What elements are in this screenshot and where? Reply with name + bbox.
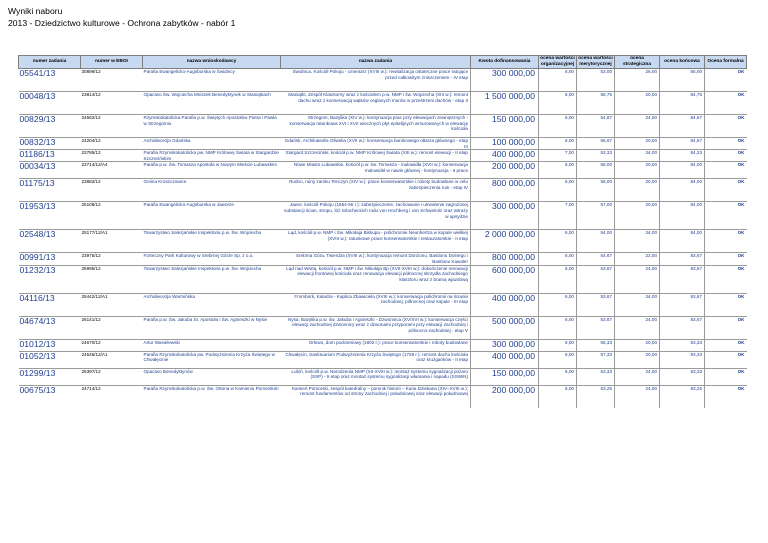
cell-wnioskodawca: Archidiecezja Warmińska bbox=[143, 293, 281, 316]
cell-kwota: 400 000,00 bbox=[471, 150, 539, 162]
col-header-form: Ocena formalna bbox=[705, 56, 747, 69]
cell-zadanie: Rudno, ruiny zamku Tenczyn (XIV w.): prace konserwatorskie i roboty budowlane w celu zabezpieczenia ruin - etap IV bbox=[281, 179, 471, 202]
cell-numer: 00034/13 bbox=[19, 162, 81, 179]
results-table bbox=[18, 55, 747, 408]
cell-str: 20,00 bbox=[615, 339, 660, 351]
cell-form: OK bbox=[705, 162, 747, 179]
cell-kwota: 200 000,00 bbox=[471, 385, 539, 408]
table-row bbox=[19, 162, 747, 179]
cell-kon: 83,67 bbox=[660, 316, 705, 339]
cell-ebo: 23882/12 bbox=[81, 179, 143, 202]
table-row bbox=[19, 385, 747, 408]
cell-zadanie: Kamień Pomorski, zespół katedralny – pomnik historii – Kuria Dziekana (XIV–XVIII w.): remont fundamentów od strony zachodniej i południowej oraz elewacji południowej bbox=[281, 385, 471, 408]
cell-zadanie: Strzegom, Bazylika (XIV w.): kontynuacja prac przy elewacjach zewnętrznych - konserwacja ratunkowa XVI i XVII wiecznych płyt epitafijnych wmurowanych w elewację kościoła bbox=[281, 115, 471, 138]
cell-kwota: 300 000,00 bbox=[471, 202, 539, 230]
cell-zadanie: Stargard Szczeciński, kościół p.w. NMP Królowej Świata (XIII w.): remont elewacji - II etap bbox=[281, 150, 471, 162]
cell-wnioskodawca: Opactwo Św. Wojciecha Mniszek Benedyktynek w Staniątkach bbox=[143, 92, 281, 115]
cell-mer: 54,67 bbox=[577, 115, 615, 138]
cell-kon: 83,33 bbox=[660, 368, 705, 385]
cell-mer: 53,00 bbox=[577, 69, 615, 92]
cell-numer: 01186/13 bbox=[19, 150, 81, 162]
cell-org: 6,00 bbox=[539, 293, 577, 316]
col-header-numer: numer zadania bbox=[19, 56, 81, 69]
cell-org: 6,00 bbox=[539, 115, 577, 138]
cell-ebo: 25995/12 bbox=[81, 265, 143, 293]
cell-zadanie: Nowe Miasto Lubawskie, kościół p.w. św. Tomasza - malowidła (XVII w.): konserwacja malowideł w nawie głównej - kontynuacja - II prace bbox=[281, 162, 471, 179]
cell-kwota: 400 000,00 bbox=[471, 351, 539, 368]
cell-mer: 53,67 bbox=[577, 293, 615, 316]
cell-zadanie: Srebrna Góra, Twierdza (XVIII w.): kontynuacja remont Donżonu, Bastionu Dolnego i Bastionu Kawaler bbox=[281, 253, 471, 265]
cell-kon: 85,00 bbox=[660, 69, 705, 92]
cell-numer: 01012/13 bbox=[19, 339, 81, 351]
cell-form: OK bbox=[705, 368, 747, 385]
cell-wnioskodawca: Gmina Kroszczowice bbox=[143, 179, 281, 202]
col-header-wnioskodawca: nazwa wnioskodawcy bbox=[143, 56, 281, 69]
cell-ebo: 26141/12 bbox=[81, 316, 143, 339]
cell-kwota: 600 000,00 bbox=[471, 265, 539, 293]
cell-str: 24,00 bbox=[615, 230, 660, 253]
cell-form: OK bbox=[705, 150, 747, 162]
cell-wnioskodawca: Towarzystwo Salezjańskie Inspektoria p.w. Św. Wojciecha bbox=[143, 230, 281, 253]
cell-kon: 84,67 bbox=[660, 138, 705, 150]
cell-ebo: 24562/12 bbox=[81, 115, 143, 138]
cell-numer: 00048/13 bbox=[19, 92, 81, 115]
cell-str: 20,00 bbox=[615, 138, 660, 150]
cell-str: 20,00 bbox=[615, 92, 660, 115]
table-row bbox=[19, 202, 747, 230]
cell-form: OK bbox=[705, 179, 747, 202]
cell-org: 6,00 bbox=[539, 385, 577, 408]
col-header-mer: ocena wartości merytorycznej bbox=[578, 56, 613, 67]
cell-kwota: 800 000,00 bbox=[471, 253, 539, 265]
cell-ebo: 30899/12 bbox=[81, 69, 143, 92]
cell-numer: 01232/13 bbox=[19, 265, 81, 293]
cell-zadanie: Staniątki, Zespół Klasztorny wraz z kościołem p.w. NMP i św. Wojciecha (XIII w.): remont dachu wraz z konserwacją wątków ceglanych murów w przestrzeni dachów - etap II bbox=[281, 92, 471, 115]
cell-kwota: 1 500 000,00 bbox=[471, 92, 539, 115]
cell-ebo: 23975/12 bbox=[81, 253, 143, 265]
cell-mer: 58,00 bbox=[577, 162, 615, 179]
cell-numer: 05541/13 bbox=[19, 69, 81, 92]
cell-mer: 57,00 bbox=[577, 202, 615, 230]
cell-kon: 84,00 bbox=[660, 230, 705, 253]
table-row bbox=[19, 368, 747, 385]
cell-org: 6,00 bbox=[539, 162, 577, 179]
cell-ebo: 23785/12 bbox=[81, 150, 143, 162]
cell-wnioskodawca: Archidiecezja Gdańska bbox=[143, 138, 281, 150]
cell-org: 6,00 bbox=[539, 368, 577, 385]
cell-kwota: 150 000,00 bbox=[471, 368, 539, 385]
col-header-str: ocena strategiczna bbox=[615, 56, 660, 69]
cell-kon: 84,67 bbox=[660, 115, 705, 138]
col-header-kwota: Kwota dofinansowania bbox=[471, 56, 539, 69]
cell-zadanie: Frombork, Katedra - Kaplica Zbawiciela (XVIII w.): konserwacja polichromii na ścianie zachodniej, północnej oraz kopule - III etap bbox=[281, 293, 471, 316]
cell-kon: 83,67 bbox=[660, 265, 705, 293]
cell-zadanie: Ląd, kościół p.w. NMP i Św. Mikołaja Biskupa - polichromie Neunhertza w kopule wielkiej (XVIII w.): ratunkowe prace konserwatorskie i restauratorskie - II etap bbox=[281, 230, 471, 253]
cell-wnioskodawca: Parafia Rzymskokatolicka pw. NMP Królowej Świata w Stargardzie Szczecińskim bbox=[143, 150, 279, 161]
cell-numer: 01299/13 bbox=[19, 368, 81, 385]
table-row bbox=[19, 339, 747, 351]
table-row bbox=[19, 293, 747, 316]
cell-str: 20,00 bbox=[615, 179, 660, 202]
cell-wnioskodawca: Artur Wasielewski bbox=[143, 339, 281, 351]
cell-form: OK bbox=[705, 202, 747, 230]
cell-org: 7,00 bbox=[539, 202, 577, 230]
cell-org: 7,00 bbox=[539, 150, 577, 162]
cell-kon: 83,33 bbox=[660, 351, 705, 368]
cell-zadanie: Świdnica, Kościół Pokoju - cmentarz (XVIII w.): rewitalizacja ostateczne prace ratujące przed całkowitym zniszczeniem - IV etap bbox=[281, 69, 471, 92]
cell-form: OK bbox=[705, 265, 747, 293]
cell-str: 20,00 bbox=[615, 351, 660, 368]
cell-mer: 56,67 bbox=[577, 138, 615, 150]
cell-numer: 02548/13 bbox=[19, 230, 81, 253]
cell-org: 6,00 bbox=[539, 69, 577, 92]
cell-kon: 83,67 bbox=[660, 253, 705, 265]
cell-kon: 83,67 bbox=[660, 293, 705, 316]
table-row bbox=[19, 150, 747, 162]
cell-zadanie: Nysa, Bazylika p.w. św. Jakuba i Agnieszki - Dzwonnica (XV/XVI w.): konserwacja części elewacji zachodniej dzwonnicy wraz z dzwonami przyporami przy elewacji zachodniej i północno-zachodniej - etap V bbox=[281, 316, 471, 339]
cell-str: 24,00 bbox=[615, 385, 660, 408]
cell-str: 24,00 bbox=[615, 368, 660, 385]
table-row bbox=[19, 92, 747, 115]
cell-ebo: 23814/12 bbox=[81, 92, 143, 115]
col-header-org: ocena wartości organizacyjnej bbox=[540, 56, 575, 67]
cell-str: 24,00 bbox=[615, 316, 660, 339]
cell-form: OK bbox=[705, 230, 747, 253]
cell-kwota: 300 000,00 bbox=[471, 339, 539, 351]
cell-mer: 53,67 bbox=[577, 316, 615, 339]
cell-form: OK bbox=[705, 138, 747, 150]
cell-kwota: 300 000,00 bbox=[471, 69, 539, 92]
col-header-zadanie: nazwa zadania bbox=[281, 56, 471, 69]
cell-str: 23,00 bbox=[615, 253, 660, 265]
cell-wnioskodawca: Rzymskokatolicka Parafia p.w. Świętych Apostołów Piotra i Pawła w Strzegomiu bbox=[143, 115, 281, 138]
cell-mer: 53,25 bbox=[577, 385, 615, 408]
cell-form: OK bbox=[705, 115, 747, 138]
cell-ebo: 25442/12/A1 bbox=[81, 293, 143, 316]
cell-kwota: 2 000 000,00 bbox=[471, 230, 539, 253]
cell-wnioskodawca: Parafia p.w. Św. Tomasza Apostoła w Nowym Mieście Lubawskim bbox=[143, 162, 281, 179]
cell-mer: 53,33 bbox=[577, 150, 615, 162]
cell-str: 24,00 bbox=[615, 150, 660, 162]
cell-org: 6,00 bbox=[539, 253, 577, 265]
cell-zadanie: Chwałęcin, Sanktuarium Podwyższenia Krzyża Świętego (1728 r.): remont dachu kościoła oraz krużganków - II etap bbox=[281, 351, 471, 368]
table-row bbox=[19, 138, 747, 150]
cell-mer: 53,67 bbox=[577, 265, 615, 293]
cell-numer: 00675/13 bbox=[19, 385, 81, 408]
cell-mer: 54,00 bbox=[577, 230, 615, 253]
cell-form: OK bbox=[705, 351, 747, 368]
cell-form: OK bbox=[705, 253, 747, 265]
cell-numer: 04674/13 bbox=[19, 316, 81, 339]
cell-org: 6,00 bbox=[539, 92, 577, 115]
cell-numer: 00991/13 bbox=[19, 253, 81, 265]
table-row bbox=[19, 230, 747, 253]
cell-ebo: 25397/12 bbox=[81, 368, 143, 385]
cell-form: OK bbox=[705, 92, 747, 115]
cell-mer: 54,67 bbox=[577, 253, 615, 265]
cell-form: OK bbox=[705, 339, 747, 351]
cell-wnioskodawca: Forteczny Park Kulturowy w Srebrnej Górze Sp. z o.o. bbox=[143, 253, 281, 265]
cell-kon: 84,00 bbox=[660, 179, 705, 202]
cell-form: OK bbox=[705, 385, 747, 408]
cell-str: 24,00 bbox=[615, 115, 660, 138]
table-row bbox=[19, 265, 747, 293]
cell-zadanie: Jawor, kościół Pokoju (1654-55 r.): zabezpieczenie, zachowanie i utrwalenie zagrożonej substancji ścian, stropu, lóż szlacheckich rodu von Hochberg i von Schweinitz oraz witraży w apsydzie bbox=[281, 202, 471, 230]
table-header-row bbox=[19, 56, 747, 69]
cell-zadanie: Orłowo, dom podcieniowy (1802 r.): prace konserwatorskie i roboty budowlane bbox=[281, 339, 471, 351]
cell-wnioskodawca: Parafia Ewangelicko-Augsburska w Świdnicy bbox=[143, 69, 281, 92]
cell-mer: 53,33 bbox=[577, 368, 615, 385]
cell-org: 6,00 bbox=[539, 230, 577, 253]
cell-zadanie: Ląd nad Wartą, kościół p.w. NMP i św. Mikołaja Bp (XVII-XVIII w.): dokończenie renowacji elewacji frontowej kościoła oraz renowacja elewacji północnej skrzydła zachodniego klasztoru wraz z bramą wjazdową bbox=[281, 265, 471, 293]
table-row bbox=[19, 179, 747, 202]
table-row bbox=[19, 351, 747, 368]
cell-str: 24,00 bbox=[615, 293, 660, 316]
table-row bbox=[19, 69, 747, 92]
cell-wnioskodawca: Opactwo Benedyktynów bbox=[143, 368, 281, 385]
cell-str: 20,00 bbox=[615, 162, 660, 179]
cell-kwota: 150 000,00 bbox=[471, 115, 539, 138]
col-header-kon: ocena końcowa bbox=[660, 56, 705, 69]
cell-org: 6,00 bbox=[539, 316, 577, 339]
cell-mer: 58,00 bbox=[577, 179, 615, 202]
cell-kwota: 800 000,00 bbox=[471, 179, 539, 202]
cell-numer: 01052/13 bbox=[19, 351, 81, 368]
cell-wnioskodawca: Towarzystwo Salezjańskie Inspektoria p.w. Św. Wojciecha bbox=[143, 265, 281, 293]
cell-wnioskodawca: Parafia p.w. Św. Jakuba St. Apostoła i Św. Agnieszki w Nysie bbox=[143, 316, 281, 339]
cell-wnioskodawca: Parafia Rzymskokatolicka pw. Podwyższenia Krzyża Świętego w Chwałęcinie bbox=[143, 351, 281, 368]
cell-kwota: 500 000,00 bbox=[471, 316, 539, 339]
cell-ebo: 25108/12 bbox=[81, 202, 143, 230]
cell-mer: 57,33 bbox=[577, 351, 615, 368]
cell-kon: 84,00 bbox=[660, 162, 705, 179]
cell-ebo: 24204/12 bbox=[81, 138, 143, 150]
cell-ebo: 25177/12/A1 bbox=[81, 230, 143, 253]
table-row bbox=[19, 115, 747, 138]
cell-ebo: 24714/12 bbox=[81, 385, 143, 408]
cell-kon: 84,75 bbox=[660, 92, 705, 115]
cell-kon: 84,33 bbox=[660, 150, 705, 162]
page-subtitle: 2013 - Dziedzictwo kulturowe - Ochrona zabytków - nabór 1 bbox=[8, 18, 236, 28]
cell-form: OK bbox=[705, 293, 747, 316]
cell-numer: 00829/13 bbox=[19, 115, 81, 138]
cell-kon: 84,00 bbox=[660, 202, 705, 230]
cell-org: 8,00 bbox=[539, 339, 577, 351]
col-header-ebo: numer w EBOI bbox=[81, 56, 143, 69]
cell-org: 6,00 bbox=[539, 265, 577, 293]
cell-numer: 00832/13 bbox=[19, 138, 81, 150]
cell-str: 24,00 bbox=[615, 265, 660, 293]
cell-form: OK bbox=[705, 316, 747, 339]
cell-wnioskodawca: Parafia Rzymskokatolicka p.w. Św. Ottona w Kamieniu Pomorskim bbox=[143, 385, 281, 408]
cell-org: 6,00 bbox=[539, 179, 577, 202]
cell-wnioskodawca: Parafia Ewangelicko-Augsburska w Jaworze bbox=[143, 202, 281, 230]
cell-ebo: 24545/12/A1 bbox=[81, 351, 143, 368]
cell-kon: 83,33 bbox=[660, 339, 705, 351]
cell-zadanie: Lubiń, kościół p.w. Narodzenia NMP (XII-XVIII w.): montaż systemu sygnalizacji pożaru (SSP) - II etap oraz montaż systemu sygnalizacji włamania i napadu (SSWiN) bbox=[281, 368, 471, 385]
cell-kwota: 400 000,00 bbox=[471, 293, 539, 316]
cell-mer: 55,33 bbox=[577, 339, 615, 351]
cell-str: 20,00 bbox=[615, 202, 660, 230]
cell-numer: 01175/13 bbox=[19, 179, 81, 202]
cell-str: 26,00 bbox=[615, 69, 660, 92]
cell-mer: 58,75 bbox=[577, 92, 615, 115]
cell-form: OK bbox=[705, 69, 747, 92]
cell-numer: 04116/13 bbox=[19, 293, 81, 316]
cell-kon: 83,25 bbox=[660, 385, 705, 408]
cell-kwota: 200 000,00 bbox=[471, 162, 539, 179]
cell-ebo: 24670/12 bbox=[81, 339, 143, 351]
cell-numer: 01953/13 bbox=[19, 202, 81, 230]
page-title: Wyniki naboru bbox=[8, 6, 63, 16]
cell-ebo: 23714/12/A4 bbox=[81, 162, 143, 179]
cell-zadanie: Gdańsk, Archikatedra Oliwska (XVII w.): konserwacja barokowego ołtarza głównego - etap III bbox=[281, 138, 471, 150]
cell-org: 8,00 bbox=[539, 138, 577, 150]
table-row bbox=[19, 316, 747, 339]
table-row bbox=[19, 253, 747, 265]
cell-kwota: 100 000,00 bbox=[471, 138, 539, 150]
cell-org: 6,00 bbox=[539, 351, 577, 368]
